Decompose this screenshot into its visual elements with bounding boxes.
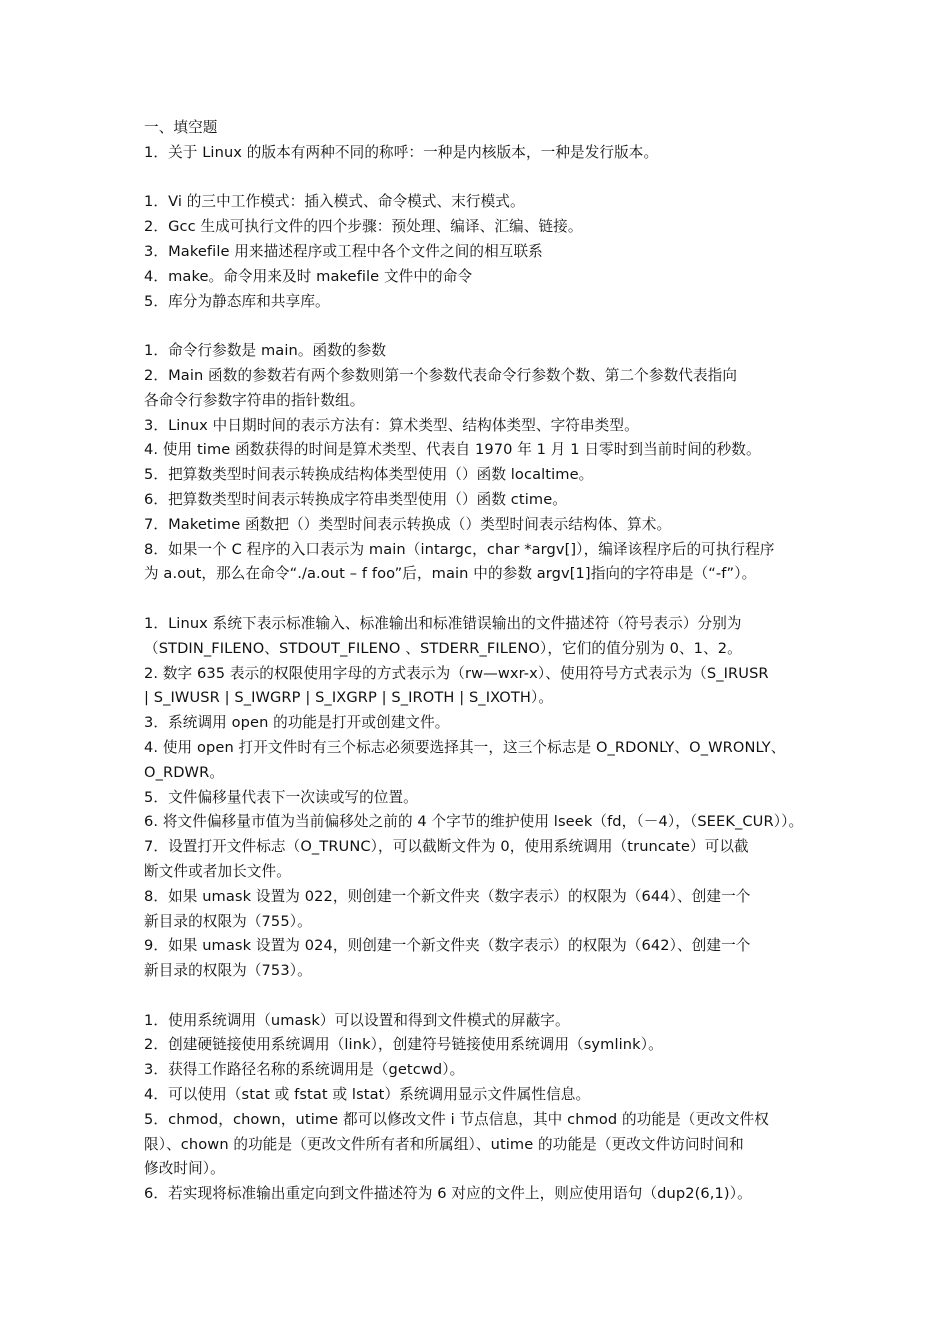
text-line: 5．chmod，chown，utime 都可以修改文件 i 节点信息，其中 chmod 的功能是（更改文件权 bbox=[144, 1110, 769, 1128]
text-line: 4. 使用 open 打开文件时有三个标志必须要选择其一，这三个标志是 O_RDONLY、O_WRONLY、 bbox=[144, 738, 786, 756]
section-4 bbox=[144, 612, 816, 984]
text-line: 2. 数字 635 表示的权限使用字母的方式表示为（rw—wxr-x）、使用符号方式表示为（S_IRUSR bbox=[144, 664, 769, 682]
text-line: 限）、chown 的功能是（更改文件所有者和所属组）、utime 的功能是（更改文件访问时间和 bbox=[144, 1135, 744, 1153]
text-line: 6．若实现将标准输出重定向到文件描述符为 6 对应的文件上，则应使用语句（dup2(6,1)）。 bbox=[144, 1185, 752, 1203]
text-line: 3．系统调用 open 的功能是打开或创建文件。 bbox=[144, 714, 450, 732]
text-line: 5．把算数类型时间表示转换成结构体类型使用（）函数 localtime。 bbox=[144, 466, 594, 484]
text-line: 3．Linux 中日期时间的表示方法有：算术类型、结构体类型、字符串类型。 bbox=[144, 416, 639, 434]
text-line: 4．可以使用（stat 或 fstat 或 lstat）系统调用显示文件属性信息。 bbox=[144, 1086, 591, 1104]
section-gap bbox=[144, 314, 816, 339]
text-line: 1．Linux 系统下表示标准输入、标准输出和标准错误输出的文件描述符（符号表示）分别为 bbox=[144, 614, 742, 632]
text-line: 5．文件偏移量代表下一次读或写的位置。 bbox=[144, 788, 418, 806]
text-line: 1．关于 Linux 的版本有两种不同的称呼：一种是内核版本，一种是发行版本。 bbox=[144, 143, 659, 161]
text-line: 1．命令行参数是 main。函数的参数 bbox=[144, 342, 387, 360]
text-line: 2．Gcc 生成可执行文件的四个步骤：预处理、编译、汇编、链接。 bbox=[144, 218, 583, 236]
text-line: 7．设置打开文件标志（O_TRUNC），可以截断文件为 0，使用系统调用（truncate）可以截 bbox=[144, 838, 749, 856]
text-line: 1．Vi 的三中工作模式：插入模式、命令模式、末行模式。 bbox=[144, 193, 525, 211]
text-line: 7．Maketime 函数把（）类型时间表示转换成（）类型时间表示结构体、算术。 bbox=[144, 515, 672, 533]
section-gap bbox=[144, 984, 816, 1009]
text-line: 4．make。命令用来及时 makefile 文件中的命令 bbox=[144, 267, 473, 285]
section-1 bbox=[144, 116, 816, 166]
section-3 bbox=[144, 339, 816, 587]
text-line: 6．把算数类型时间表示转换成字符串类型使用（）函数 ctime。 bbox=[144, 490, 567, 508]
text-line: 各命令行参数字符串的指针数组。 bbox=[144, 391, 365, 409]
section-2 bbox=[144, 190, 816, 314]
text-line: 2．Main 函数的参数若有两个参数则第一个参数代表命令行参数个数、第二个参数代表指向 bbox=[144, 366, 738, 384]
text-line: | S_IWUSR | S_IWGRP | S_IXGRP | S_IROTH | S_IXOTH）。 bbox=[144, 689, 554, 707]
text-line: 5．库分为静态库和共享库。 bbox=[144, 292, 330, 310]
section-gap bbox=[144, 587, 816, 612]
text-line: 8．如果一个 C 程序的入口表示为 main（intargc，char *argv[]），编译该程序后的可执行程序 bbox=[144, 540, 775, 558]
text-line: 3．获得工作路径名称的系统调用是（getcwd）。 bbox=[144, 1061, 465, 1079]
section-5 bbox=[144, 1009, 816, 1207]
text-line: 断文件或者加长文件。 bbox=[144, 862, 291, 880]
text-line: 为 a.out，那么在命令“./a.out – f foo”后，main 中的参数 argv[1]指向的字符串是（“-f”）。 bbox=[144, 565, 757, 583]
text-line: 1．使用系统调用（umask）可以设置和得到文件模式的屏蔽字。 bbox=[144, 1011, 570, 1029]
text-line: 4. 使用 time 函数获得的时间是算术类型、代表自 1970 年 1 月 1 日零时到当前时间的秒数。 bbox=[144, 441, 761, 459]
text-line: 修改时间）。 bbox=[144, 1160, 225, 1178]
text-line: 2．创建硬链接使用系统调用（link），创建符号链接使用系统调用（symlink）。 bbox=[144, 1036, 663, 1054]
text-line: 8．如果 umask 设置为 022，则创建一个新文件夹（数字表示）的权限为（644）、创建一个 bbox=[144, 887, 751, 905]
text-line: （STDIN_FILENO、STDOUT_FILENO 、STDERR_FILENO），它们的值分别为 0、1、2。 bbox=[144, 639, 742, 657]
section-gap bbox=[144, 166, 816, 191]
text-line: O_RDWR。 bbox=[144, 763, 225, 781]
text-line: 新目录的权限为（755）。 bbox=[144, 912, 312, 930]
text-line: 3．Makefile 用来描述程序或工程中各个文件之间的相互联系 bbox=[144, 242, 543, 260]
document-body bbox=[144, 116, 816, 1207]
text-line: 6. 将文件偏移量市值为当前偏移处之前的 4 个字节的维护使用 lseek（fd，（－4），（SEEK_CUR））。 bbox=[144, 813, 804, 831]
section-heading: 一、填空题 bbox=[144, 119, 218, 136]
text-line: 9．如果 umask 设置为 024，则创建一个新文件夹（数字表示）的权限为（642）、创建一个 bbox=[144, 937, 751, 955]
text-line: 新目录的权限为（753）。 bbox=[144, 962, 312, 980]
